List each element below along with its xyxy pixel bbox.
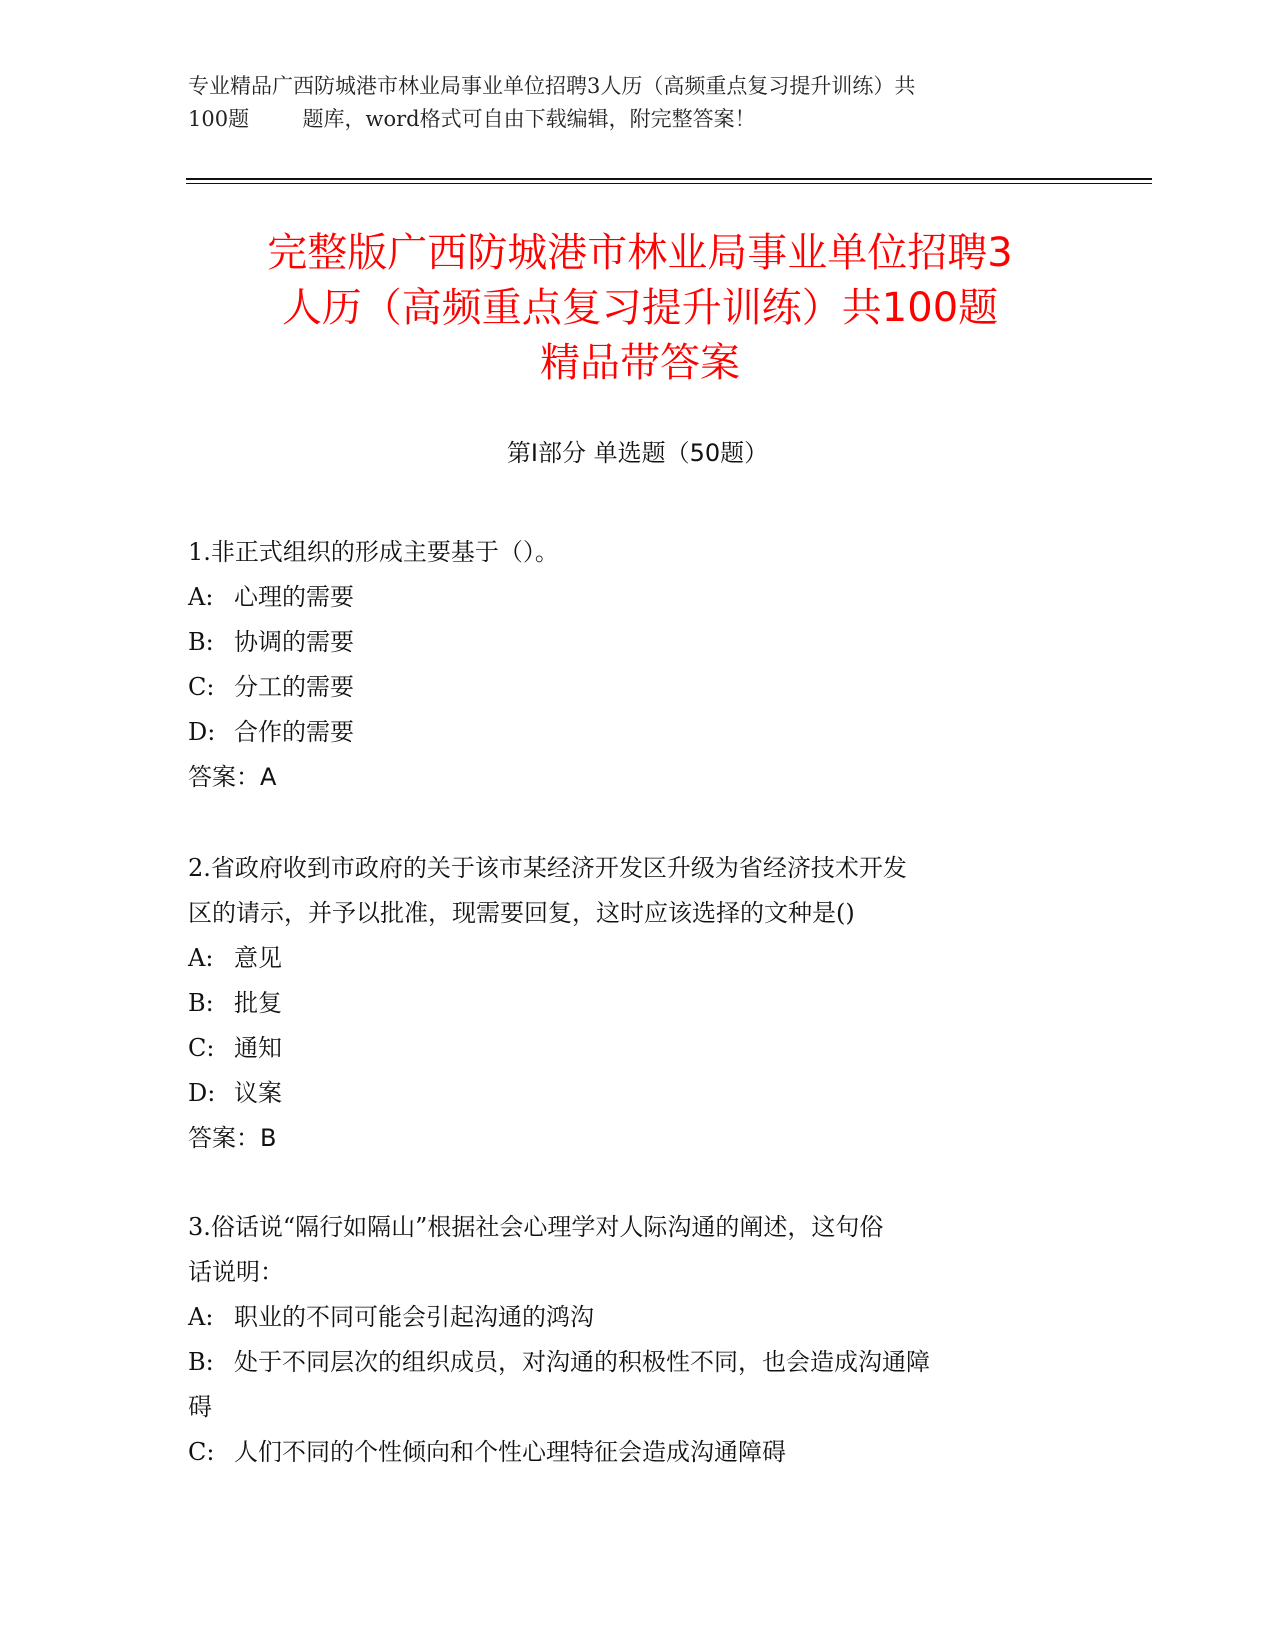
option-letter: C:: [188, 673, 215, 701]
option-letter: D:: [188, 718, 216, 746]
option-a: [188, 936, 1088, 981]
option-d: [188, 1071, 1088, 1116]
option-letter: A:: [188, 944, 214, 972]
option-a: [188, 575, 1088, 620]
header-line-2: 100题 题库，word格式可自由下载编辑，附完整答案！: [188, 107, 756, 131]
title-line-2: 人历（高频重点复习提升训练）共100题: [281, 285, 999, 331]
option-text: 职业的不同可能会引起沟通的鸿沟: [234, 1303, 594, 1331]
option-text: 心理的需要: [234, 583, 354, 611]
option-letter: C:: [188, 1034, 215, 1062]
header-divider-thin: [186, 183, 1152, 184]
question-stem: 1.非正式组织的形成主要基于（）。: [188, 538, 559, 566]
header-line-1: 专业精品广西防城港市林业局事业单位招聘3人历（高频重点复习提升训练）共: [188, 74, 916, 98]
option-text: 通知: [234, 1034, 282, 1062]
option-text: 人们不同的个性倾向和个性心理特征会造成沟通障碍: [234, 1438, 786, 1466]
option-letter: D:: [188, 1079, 216, 1107]
option-c: [188, 1430, 1088, 1475]
option-b: [188, 1340, 1088, 1385]
option-a: [188, 1295, 1088, 1340]
option-letter: A:: [188, 583, 214, 611]
question-stem-line-2: 话说明：: [188, 1258, 284, 1286]
question-3: [188, 1205, 1088, 1475]
question-1: [188, 530, 1088, 800]
answer: 答案：A: [188, 763, 277, 791]
document-title: [180, 226, 1100, 391]
option-text: 合作的需要: [234, 718, 354, 746]
option-c: [188, 1026, 1088, 1071]
title-line-1: 完整版广西防城港市林业局事业单位招聘3: [267, 230, 1013, 276]
question-stem-line-2: 区的请示，并予以批准，现需要回复，这时应该选择的文种是(): [188, 899, 855, 927]
option-text: 处于不同层次的组织成员，对沟通的积极性不同，也会造成沟通障: [234, 1348, 930, 1376]
option-text: 意见: [234, 944, 282, 972]
header-divider-thick: [186, 178, 1152, 180]
page-header: [188, 70, 1068, 136]
answer: 答案：B: [188, 1124, 277, 1152]
question-stem-line-1: 2.省政府收到市政府的关于该市某经济开发区升级为省经济技术开发: [188, 854, 907, 882]
option-text: 批复: [234, 989, 282, 1017]
option-b-continuation: 碍: [188, 1393, 212, 1421]
option-letter: C:: [188, 1438, 215, 1466]
option-b: [188, 981, 1088, 1026]
option-letter: B:: [188, 628, 214, 656]
question-stem-line-1: 3.俗话说“隔行如隔山”根据社会心理学对人际沟通的阐述，这句俗: [188, 1213, 884, 1241]
option-text: 协调的需要: [234, 628, 354, 656]
option-letter: B:: [188, 989, 214, 1017]
option-letter: B:: [188, 1348, 214, 1376]
option-text: 议案: [234, 1079, 282, 1107]
section-title: 第Ⅰ部分 单选题（50题）: [506, 439, 769, 467]
option-c: [188, 665, 1088, 710]
option-d: [188, 710, 1088, 755]
option-b: [188, 620, 1088, 665]
title-line-3: 精品带答案: [540, 340, 740, 386]
question-2: [188, 846, 1088, 1161]
option-text: 分工的需要: [234, 673, 354, 701]
option-letter: A:: [188, 1303, 214, 1331]
